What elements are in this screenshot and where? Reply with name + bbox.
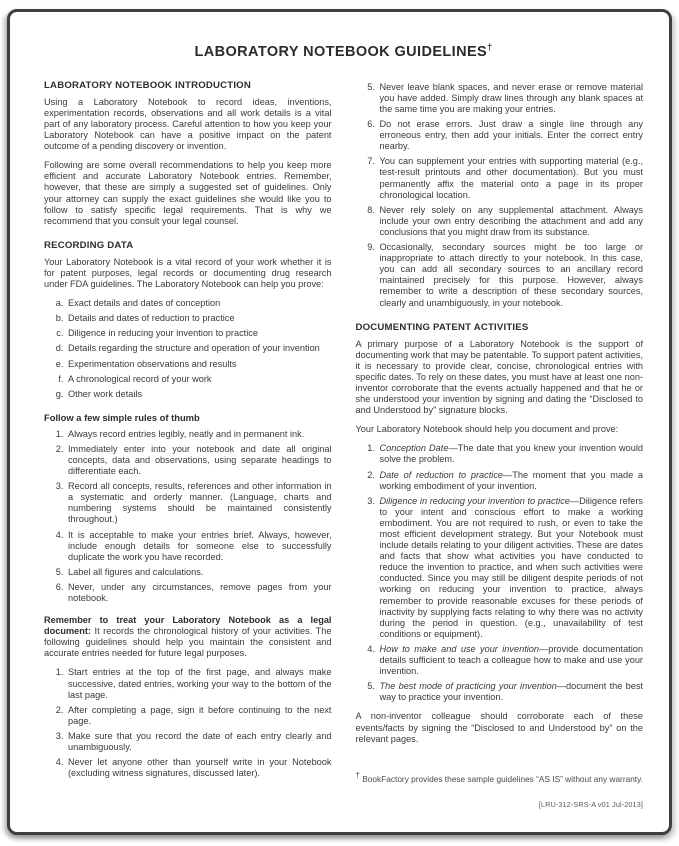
list-item: e. Experimentation observations and results xyxy=(66,359,332,370)
patent-paragraph-1: A primary purpose of a Laboratory Notebook is the support of documenting work that may be patentable. To support patent activities, it is necessary to provide clear, concise, chronological entries with specific dates. To rely on these dates, you must have at least one non-inventor corroborate that the events actually happened and that he or she understood your invention by signing and dating the “Disclosed to and Understood by” signature blocks. xyxy=(355,338,643,416)
list-item: d. Details regarding the structure and operation of your invention xyxy=(66,343,332,354)
document-code: [LRU-312-SRS-A v01 Jul-2013] xyxy=(538,800,643,810)
list-item: 9. Occasionally, secondary sources might be too large or inappropriate to attach directly to your notebook. In this case, you can add all secondary sources to an ancillary record maintained precisely for this purpose. However, always remember to write a description of these secondary sources, clearly and unambiguously, in your notebook. xyxy=(378,242,644,309)
list-item: c. Diligence in reducing your invention to practice xyxy=(66,328,332,339)
list-item xyxy=(378,681,644,703)
item-lead: Conception Date xyxy=(379,443,449,454)
footnote-dagger: † xyxy=(355,770,360,780)
item-rest: —document the best way to practice your invention. xyxy=(379,681,643,703)
list-item: 4. It is acceptable to make your entries brief. Always, however, include enough details for someone else to successfully duplicate the work you have recorded. xyxy=(66,530,332,563)
list-item: 1. Start entries at the top of the first page, and always make successive, dated entries, working your way to the bottom of the last page. xyxy=(66,667,332,700)
list-item: g. Other work details xyxy=(66,389,332,400)
list-item: f. A chronological record of your work xyxy=(66,374,332,385)
recording-data-section xyxy=(44,240,332,779)
item-rest: —provide documentation details sufficient to teach a colleague how to make and use your invention. xyxy=(379,643,643,677)
list-item: 1. Always record entries legibly, neatly and in permanent ink. xyxy=(66,429,332,440)
two-column-layout xyxy=(44,80,643,819)
legal-rest-text: It records the chronological history of your activities. The following guidelines should help you maintain the consistent and accurate entries needed for future legal purposes. xyxy=(44,626,332,659)
intro-heading: LABORATORY NOTEBOOK INTRODUCTION xyxy=(44,79,251,91)
legal-lead-text: Remember to treat your Laboratory Notebook as a legal document: xyxy=(44,615,332,637)
list-item: 7. You can supplement your entries with supporting material (e.g., test-result printouts and other documentation). But you must permanently affix the material onto a page in its proper chronological location. xyxy=(378,156,644,200)
footnote xyxy=(356,771,644,784)
list-item xyxy=(378,470,644,492)
list-item: 2. Immediately enter into your notebook and date all original concepts, data and observations, using separate headings to differentiate each. xyxy=(66,444,332,477)
footnote-text: BookFactory provides these sample guidelines “AS IS” without any warranty. xyxy=(362,773,643,784)
list-item: 5. Never leave blank spaces, and never erase or remove material you have added. Simply draw lines through any blank spaces at the same time you are making your entries. xyxy=(378,82,644,115)
legal-rules-list-part1 xyxy=(44,667,332,779)
item-lead: The best mode of practicing your invention xyxy=(379,681,557,692)
patent-activities-section xyxy=(356,322,644,745)
left-column xyxy=(44,80,332,819)
patent-heading: DOCUMENTING PATENT ACTIVITIES xyxy=(355,321,529,333)
list-item: 8. Never rely solely on any supplemental attachment. Always include your own entry describing the attachment and add any conclusions that you might draw from its substance. xyxy=(378,205,644,238)
item-lead: Date of reduction to practice xyxy=(379,469,504,480)
intro-section xyxy=(44,80,332,227)
list-item: 4. Never let anyone other than yourself write in your Notebook (excluding witness signatures, discussed later). xyxy=(66,757,332,779)
recording-paragraph: Your Laboratory Notebook is a vital record of your work whether it is for patent purposes, legal records or documenting drug research under FDA guidelines. The Laboratory Notebook can help you prove: xyxy=(44,256,332,290)
list-item xyxy=(378,644,644,677)
list-item xyxy=(378,443,644,465)
proof-list xyxy=(44,298,332,400)
page-title-text: LABORATORY NOTEBOOK GUIDELINES xyxy=(194,43,488,60)
patent-paragraph-2: Your Laboratory Notebook should help you document and prove: xyxy=(355,424,619,435)
rules-list xyxy=(44,429,332,604)
item-rest: —Diligence refers to your intent and conscious effort to make a working embodiment. You are not required to rush, or even to take the most efficient development strategy. But your Notebook must include details relating to your diligent activities. These are dates and facts that show what activities you have conducted to reduce the invention to practice, and when such activities were conducted. Since you may still be diligent despite periods of not working on reducing your invention to practice, always remember to provide reasonable excuses for these periods of inactivity by supplying facts relating to why there was no activity during the period in question. (e.g., unavailability of test conditions or equipment). xyxy=(379,495,644,639)
item-rest: —The moment that you made a working embodiment of your invention. xyxy=(379,469,643,491)
patent-items-list xyxy=(356,443,644,703)
list-item: 2. After completing a page, sign it before continuing to the next page. xyxy=(66,705,332,727)
list-item: 3. Make sure that you record the date of each entry clearly and unambiguously. xyxy=(66,731,332,753)
item-lead: Diligence in reducing your invention to practice xyxy=(379,495,570,506)
item-lead: How to make and use your invention xyxy=(379,643,540,654)
list-item xyxy=(378,496,644,640)
page-title xyxy=(44,42,643,60)
list-item: 3. Record all concepts, results, references and other information in a systematic and orderly manner. (Language, charts and numbering systems should be maintained consistently throughout.) xyxy=(66,481,332,525)
list-item: 6. Never, under any circumstances, remove pages from your notebook. xyxy=(66,582,332,604)
recording-heading: RECORDING DATA xyxy=(44,239,134,251)
patent-closing-paragraph: A non-inventor colleague should corroborate each of these events/facts by signing the “Disclosed to and Understood by” on the relevant pages. xyxy=(355,711,643,744)
legal-document-paragraph xyxy=(44,615,332,659)
right-column xyxy=(356,80,644,819)
legal-rules-list-part2 xyxy=(356,82,644,309)
list-item: 5. Label all figures and calculations. xyxy=(66,567,332,578)
list-item: a. Exact details and dates of conception xyxy=(66,298,332,309)
intro-paragraph-1: Using a Laboratory Notebook to record ideas, inventions, experimentation records, observations and all work details is a vital part of any laboratory process. Careful attention to how you keep your Laboratory Notebook can have a positive impact on the patent outcome of a pending discovery or invention. xyxy=(44,96,332,152)
list-item: 6. Do not erase errors. Just draw a single line through any erroneous entry, then add your initials. Enter the correct entry nearby. xyxy=(378,119,644,152)
rules-heading: Follow a few simple rules of thumb xyxy=(44,411,200,423)
document-page xyxy=(7,9,672,835)
intro-paragraph-2: Following are some overall recommendations to help you keep more efficient and accurate Laboratory Notebook entries. Remember, however, that these are simply a suggested set of guidelines. Only your attorney can supply the exact guidelines she would like you to follow to satisfy specific legal requirements. That is why we recommend that you consult your legal counsel. xyxy=(44,160,332,226)
list-item: b. Details and dates of reduction to practice xyxy=(66,313,332,324)
item-rest: —The date that you knew your invention would solve the problem. xyxy=(379,443,643,465)
title-dagger: † xyxy=(487,42,493,52)
